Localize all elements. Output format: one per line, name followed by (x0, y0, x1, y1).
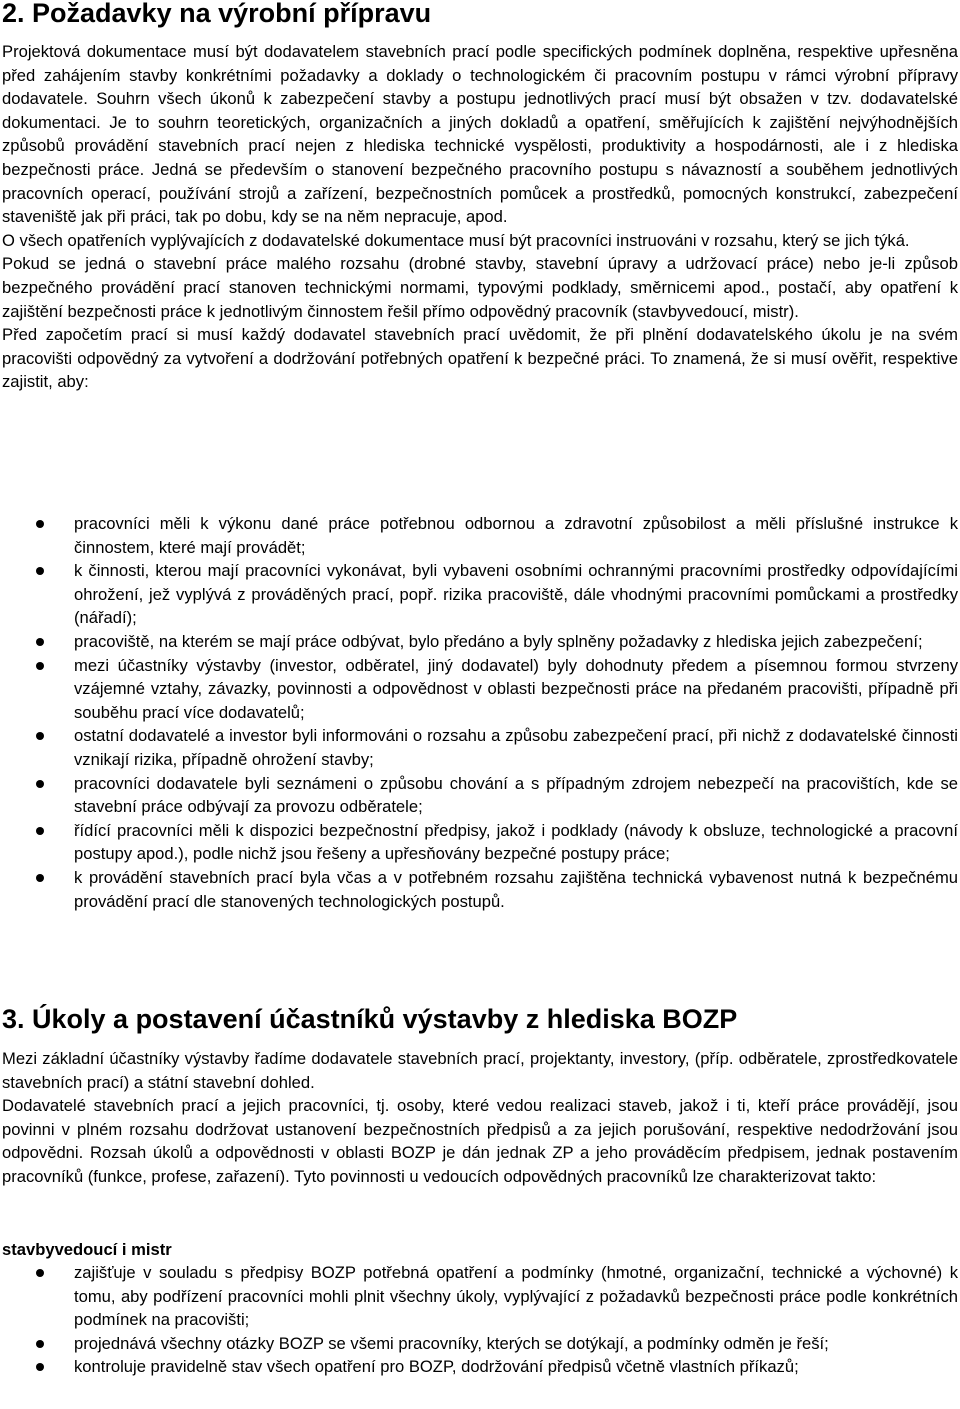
bullet-list (0, 512, 958, 913)
bullet-icon (36, 662, 44, 670)
bullet-icon (36, 827, 44, 835)
paragraph: Projektová dokumentace musí být dodavatelem stavebních prací podle specifických podmínek doplněna, respektive upřesněna před zahájením stavby konkrétními požadavky a doklady o technologickém či pracovním postupu v rámci výrobní přípravy dodavatele. Souhrn všech úkonů k zabezpečení stavby a postupu jednotlivých prací musí být obsažen v tzv. dodavatelské dokumentaci. Je to souhrn teoretických, organizačních a jiných dokladů a opatření, směřujících k zajištění nejvýhodnějších způsobů provádění stavebních prací nejen z hlediska technické vyspělosti, produktivity a hospodárnosti, ale i z hlediska bezpečnosti práce. Jedná se především o stanovení bezpečného pracovního postupu s návazností a souběhem jednotlivých pracovních operací, používání strojů a zařízení, bezpečnostních pomůcek a prostředků, pomocných konstrukcí, zabezpečení staveniště jak při práci, tak po dobu, kdy se na něm nepracuje, apod. (2, 42, 958, 227)
list-item: k provádění stavebních prací byla včas a v potřebném rozsahu zajištěna technická vybavenost nutná k bezpečnému provádění prací dle stanovených technologických postupů. (0, 866, 958, 913)
bullet-icon (36, 1363, 44, 1371)
bullet-icon (36, 732, 44, 740)
paragraph: Pokud se jedná o stavební práce malého rozsahu (drobné stavby, stavební úpravy a udržovací práce) nebo je-li způsob bezpečného provádění prací stanoven technickými normami, typovými podklady, směrnicemi apod., postačí, aby opatření k zajištění bezpečnosti práce k jednotlivým činnostem řešil přímo odpovědný pracovník (stavbyvedoucí, mistr). (2, 254, 958, 321)
bullet-icon (36, 520, 44, 528)
subheading: stavbyvedoucí i mistr (2, 1240, 172, 1259)
section-heading: 2. Požadavky na výrobní přípravu (2, 0, 432, 28)
section-heading: 3. Úkoly a postavení účastníků výstavby z hlediska BOZP (2, 1004, 738, 1034)
list-item: pracovníci měli k výkonu dané práce potřebnou odbornou a zdravotní způsobilost a měli příslušné instrukce k činnostem, které mají provádět; (0, 512, 958, 559)
bullet-list (0, 1261, 958, 1379)
bullet-icon (36, 780, 44, 788)
bullet-icon (36, 1269, 44, 1277)
section-body (2, 1047, 958, 1189)
paragraph: O všech opatřeních vyplývajících z dodavatelské dokumentace musí být pracovníci instruováni v rozsahu, který se jich týká. (2, 230, 910, 250)
list-item: mezi účastníky výstavby (investor, odběratel, jiný dodavatel) byly dohodnuty předem a písemnou formou stvrzeny vzájemné vztahy, závazky, povinnosti a odpovědnost v oblasti bezpečnosti práce na předaném pracovišti, případně při souběhu prací více dodavatelů; (0, 654, 958, 725)
list-item: k činnosti, kterou mají pracovníci vykonávat, byli vybaveni osobními ochrannými pracovními prostředky odpovídajícími ohrožení, jež vyplývá z prováděných prací, popř. rizika pracoviště, dále vhodnými pracovními pomůckami a prostředky (nářadí); (0, 559, 958, 630)
paragraph: Dodavatelé stavebních prací a jejich pracovníci, tj. osoby, které vedou realizaci staveb, jakož i ti, kteří práce provádějí, jsou povinni v plném rozsahu dodržovat ustanovení bezpečnostních předpisů a za jejich porušování, respektive nedodržování jsou odpovědni. Rozsah úkolů a odpovědnosti v oblasti BOZP je dán jednak ZP a jeho prováděcím předpisem, jednak postavením pracovníků (funkce, profese, zařazení). Tyto povinnosti u vedoucích odpovědných pracovníků lze charakterizovat takto: (2, 1096, 958, 1186)
list-item: ostatní dodavatelé a investor byli informováni o rozsahu a způsobu zabezpečení prací, při nichž z dodavatelské činnosti vznikají rizika, případně ohrožení stavby; (0, 724, 958, 771)
list-item: pracovníci dodavatele byli seznámeni o způsobu chování a s případným zdrojem nebezpečí na pracovištích, kde se stavební práce odbývají za provozu odběratele; (0, 772, 958, 819)
list-item: projednává všechny otázky BOZP se všemi pracovníky, kterých se dotýkají, a podmínky odměn je řeší; (0, 1332, 958, 1356)
bullet-icon (36, 567, 44, 575)
paragraph: Mezi základní účastníky výstavby řadíme dodavatele stavebních prací, projektanty, investory, (příp. odběratele, zprostředkovatele stavebních prací) a státní stavební dohled. (2, 1049, 958, 1092)
bullet-icon (36, 638, 44, 646)
paragraph: Před započetím prací si musí každý dodavatel stavebních prací uvědomit, že při plnění dodavatelského úkolu je na svém pracovišti odpovědný za vytvoření a dodržování potřebných opatření k bezpečné práci. To znamená, že si musí ověřit, respektive zajistit, aby: (2, 325, 958, 392)
bullet-icon (36, 874, 44, 882)
section-body (2, 40, 958, 394)
list-item: řídící pracovníci měli k dispozici bezpečnostní předpisy, jakož i podklady (návody k obsluze, technologické a pracovní postupy apod.), podle nichž jsou řešeny a upřesňovány bezpečné postupy práce; (0, 819, 958, 866)
list-item: zajišťuje v souladu s předpisy BOZP potřebná opatření a podmínky (hmotné, organizační, technické a výchovné) k tomu, aby podřízení pracovníci mohli plnit všechny úkoly, vyplývající z požadavků bezpečnosti práce podle konkrétních podmínek na pracovišti; (0, 1261, 958, 1332)
list-item: pracoviště, na kterém se mají práce odbývat, bylo předáno a byly splněny požadavky z hlediska jejich zabezpečení; (0, 630, 958, 654)
bullet-icon (36, 1340, 44, 1348)
list-item: kontroluje pravidelně stav všech opatření pro BOZP, dodržování předpisů včetně vlastních příkazů; (0, 1355, 958, 1379)
